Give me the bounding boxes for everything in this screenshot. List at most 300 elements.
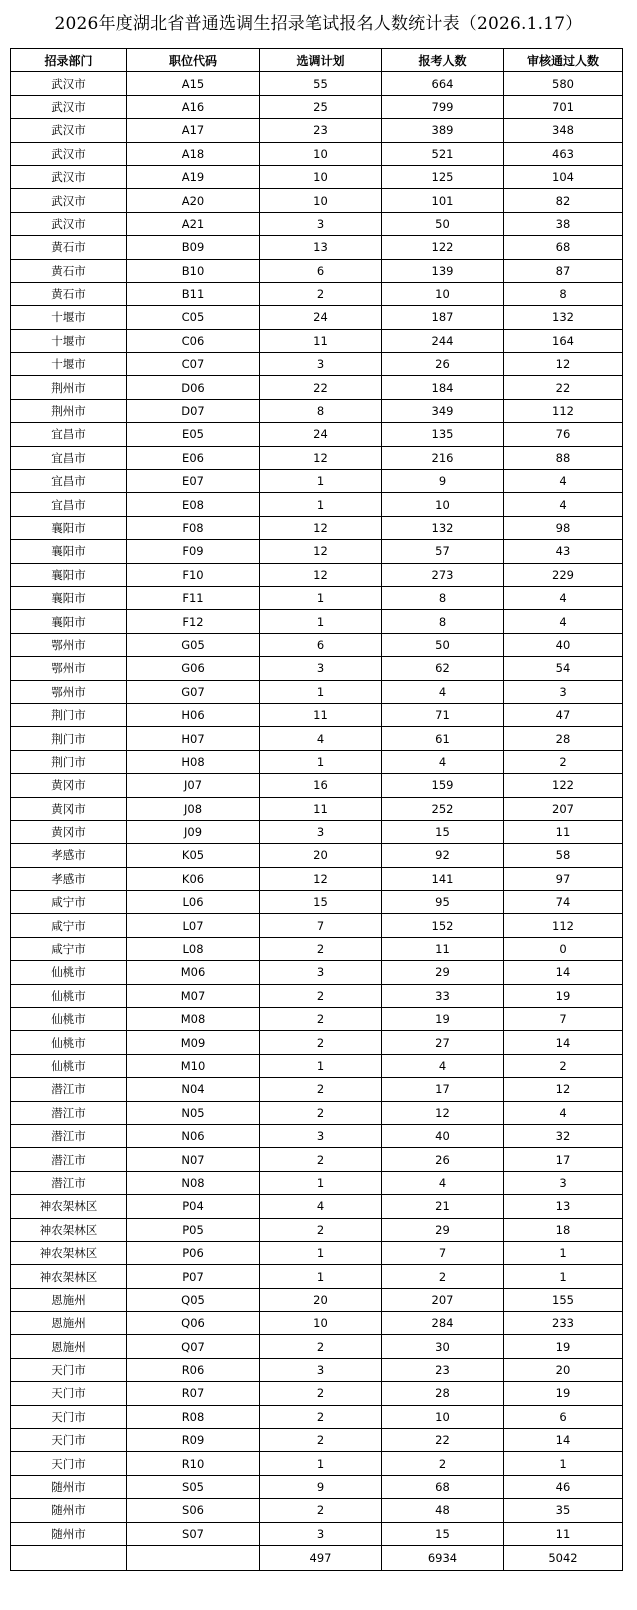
- cell-applicants: 92: [382, 844, 504, 867]
- cell-plan: 25: [260, 95, 382, 118]
- cell-applicants: 29: [382, 1218, 504, 1241]
- cell-approved: 229: [504, 563, 623, 586]
- cell-position-code: Q06: [127, 1312, 260, 1335]
- cell-applicants: 50: [382, 633, 504, 656]
- cell-department: 襄阳市: [11, 610, 127, 633]
- cell-department: 天门市: [11, 1452, 127, 1475]
- cell-plan: 1: [260, 1452, 382, 1475]
- cell-department: 仙桃市: [11, 984, 127, 1007]
- cell-department: 襄阳市: [11, 586, 127, 609]
- cell-plan: 3: [260, 1124, 382, 1147]
- cell-plan: 55: [260, 72, 382, 95]
- table-header-row: [11, 49, 623, 72]
- table-row: [11, 1241, 623, 1264]
- cell-position-code: K06: [127, 867, 260, 890]
- cell-approved: 47: [504, 703, 623, 726]
- table-row: [11, 1078, 623, 1101]
- cell-applicants: 10: [382, 282, 504, 305]
- table-row: [11, 1265, 623, 1288]
- cell-department: 武汉市: [11, 142, 127, 165]
- cell-approved: 348: [504, 119, 623, 142]
- cell-department: 孝感市: [11, 867, 127, 890]
- cell-department: 襄阳市: [11, 563, 127, 586]
- cell-applicants: 27: [382, 1031, 504, 1054]
- cell-department: 荆门市: [11, 750, 127, 773]
- cell-position-code: A18: [127, 142, 260, 165]
- cell-plan: 2: [260, 1101, 382, 1124]
- cell-position-code: F10: [127, 563, 260, 586]
- cell-approved: 3: [504, 680, 623, 703]
- cell-position-code: Q07: [127, 1335, 260, 1358]
- cell-applicants: 125: [382, 165, 504, 188]
- table-row: [11, 376, 623, 399]
- cell-department: 武汉市: [11, 212, 127, 235]
- cell-position-code: R06: [127, 1358, 260, 1381]
- column-header-plan: 选调计划: [260, 49, 382, 72]
- cell-approved: 19: [504, 984, 623, 1007]
- table-row: [11, 1475, 623, 1498]
- cell-applicants: 68: [382, 1475, 504, 1498]
- cell-department: 武汉市: [11, 189, 127, 212]
- cell-applicants: 4: [382, 1171, 504, 1194]
- total-cell-applicants: 6934: [382, 1546, 504, 1571]
- cell-position-code: M09: [127, 1031, 260, 1054]
- cell-approved: 233: [504, 1312, 623, 1335]
- cell-position-code: F11: [127, 586, 260, 609]
- cell-plan: 1: [260, 750, 382, 773]
- cell-approved: 74: [504, 891, 623, 914]
- cell-approved: 40: [504, 633, 623, 656]
- table-row: [11, 914, 623, 937]
- cell-plan: 2: [260, 1078, 382, 1101]
- cell-approved: 76: [504, 423, 623, 446]
- cell-approved: 97: [504, 867, 623, 890]
- cell-plan: 1: [260, 493, 382, 516]
- cell-position-code: M07: [127, 984, 260, 1007]
- cell-approved: 54: [504, 657, 623, 680]
- table-row: [11, 446, 623, 469]
- cell-position-code: K05: [127, 844, 260, 867]
- cell-applicants: 8: [382, 610, 504, 633]
- cell-applicants: 159: [382, 774, 504, 797]
- cell-department: 宜昌市: [11, 493, 127, 516]
- cell-applicants: 152: [382, 914, 504, 937]
- cell-position-code: L08: [127, 937, 260, 960]
- cell-approved: 13: [504, 1195, 623, 1218]
- cell-department: 黄冈市: [11, 774, 127, 797]
- cell-approved: 155: [504, 1288, 623, 1311]
- cell-plan: 24: [260, 306, 382, 329]
- table-row: [11, 961, 623, 984]
- cell-approved: 104: [504, 165, 623, 188]
- cell-approved: 58: [504, 844, 623, 867]
- table-row: [11, 399, 623, 422]
- cell-plan: 10: [260, 142, 382, 165]
- cell-applicants: 4: [382, 680, 504, 703]
- cell-approved: 2: [504, 1054, 623, 1077]
- column-header-department: 招录部门: [11, 49, 127, 72]
- cell-department: 随州市: [11, 1522, 127, 1545]
- cell-applicants: 184: [382, 376, 504, 399]
- cell-position-code: N08: [127, 1171, 260, 1194]
- cell-position-code: S05: [127, 1475, 260, 1498]
- table-row: [11, 1288, 623, 1311]
- cell-department: 恩施州: [11, 1335, 127, 1358]
- total-cell-plan: 497: [260, 1546, 382, 1571]
- cell-department: 荆门市: [11, 727, 127, 750]
- cell-applicants: 22: [382, 1429, 504, 1452]
- cell-applicants: 15: [382, 1522, 504, 1545]
- cell-plan: 3: [260, 820, 382, 843]
- cell-applicants: 4: [382, 1054, 504, 1077]
- cell-position-code: G07: [127, 680, 260, 703]
- cell-position-code: R08: [127, 1405, 260, 1428]
- cell-approved: 3: [504, 1171, 623, 1194]
- cell-applicants: 187: [382, 306, 504, 329]
- cell-department: 黄冈市: [11, 820, 127, 843]
- cell-applicants: 50: [382, 212, 504, 235]
- cell-department: 潜江市: [11, 1078, 127, 1101]
- cell-applicants: 57: [382, 540, 504, 563]
- cell-plan: 22: [260, 376, 382, 399]
- table-row: [11, 610, 623, 633]
- cell-applicants: 521: [382, 142, 504, 165]
- table-row: [11, 236, 623, 259]
- cell-approved: 88: [504, 446, 623, 469]
- cell-department: 十堰市: [11, 306, 127, 329]
- cell-approved: 2: [504, 750, 623, 773]
- cell-plan: 2: [260, 1148, 382, 1171]
- cell-applicants: 122: [382, 236, 504, 259]
- cell-applicants: 207: [382, 1288, 504, 1311]
- cell-approved: 6: [504, 1405, 623, 1428]
- cell-approved: 19: [504, 1335, 623, 1358]
- table-row: [11, 844, 623, 867]
- cell-plan: 10: [260, 165, 382, 188]
- cell-plan: 11: [260, 797, 382, 820]
- cell-position-code: A19: [127, 165, 260, 188]
- cell-approved: 20: [504, 1358, 623, 1381]
- table-row: [11, 1124, 623, 1147]
- cell-plan: 3: [260, 657, 382, 680]
- cell-department: 襄阳市: [11, 540, 127, 563]
- cell-department: 咸宁市: [11, 891, 127, 914]
- cell-applicants: 95: [382, 891, 504, 914]
- cell-applicants: 284: [382, 1312, 504, 1335]
- cell-applicants: 40: [382, 1124, 504, 1147]
- cell-position-code: H07: [127, 727, 260, 750]
- cell-plan: 1: [260, 586, 382, 609]
- table-row: [11, 820, 623, 843]
- column-header-position-code: 职位代码: [127, 49, 260, 72]
- cell-applicants: 26: [382, 353, 504, 376]
- cell-approved: 11: [504, 820, 623, 843]
- cell-applicants: 11: [382, 937, 504, 960]
- cell-approved: 11: [504, 1522, 623, 1545]
- cell-plan: 7: [260, 914, 382, 937]
- document-title: 2026年度湖北省普通选调生招录笔试报名人数统计表（2026.1.17）: [54, 14, 583, 34]
- cell-department: 孝感市: [11, 844, 127, 867]
- cell-plan: 1: [260, 1265, 382, 1288]
- table-row: [11, 1382, 623, 1405]
- cell-approved: 28: [504, 727, 623, 750]
- table-row: [11, 563, 623, 586]
- table-row: [11, 1148, 623, 1171]
- cell-department: 武汉市: [11, 95, 127, 118]
- cell-department: 潜江市: [11, 1124, 127, 1147]
- cell-applicants: 10: [382, 493, 504, 516]
- cell-applicants: 17: [382, 1078, 504, 1101]
- table-row: [11, 891, 623, 914]
- cell-plan: 2: [260, 1499, 382, 1522]
- cell-applicants: 216: [382, 446, 504, 469]
- cell-applicants: 2: [382, 1452, 504, 1475]
- cell-applicants: 19: [382, 1008, 504, 1031]
- cell-plan: 10: [260, 1312, 382, 1335]
- cell-plan: 8: [260, 399, 382, 422]
- cell-department: 恩施州: [11, 1312, 127, 1335]
- table-row: [11, 797, 623, 820]
- cell-plan: 2: [260, 1405, 382, 1428]
- cell-plan: 1: [260, 1241, 382, 1264]
- table-row: [11, 353, 623, 376]
- cell-position-code: P04: [127, 1195, 260, 1218]
- table-row: [11, 750, 623, 773]
- cell-approved: 18: [504, 1218, 623, 1241]
- cell-plan: 12: [260, 563, 382, 586]
- cell-plan: 2: [260, 1031, 382, 1054]
- cell-department: 潜江市: [11, 1101, 127, 1124]
- cell-approved: 7: [504, 1008, 623, 1031]
- table-row: [11, 540, 623, 563]
- cell-position-code: J08: [127, 797, 260, 820]
- table-row: [11, 867, 623, 890]
- cell-approved: 1: [504, 1265, 623, 1288]
- table-row: [11, 1522, 623, 1545]
- cell-position-code: D06: [127, 376, 260, 399]
- cell-plan: 4: [260, 727, 382, 750]
- cell-department: 潜江市: [11, 1148, 127, 1171]
- cell-position-code: B11: [127, 282, 260, 305]
- cell-department: 鄂州市: [11, 633, 127, 656]
- table-row: [11, 470, 623, 493]
- cell-plan: 4: [260, 1195, 382, 1218]
- cell-approved: 4: [504, 493, 623, 516]
- cell-department: 恩施州: [11, 1288, 127, 1311]
- cell-plan: 13: [260, 236, 382, 259]
- cell-applicants: 30: [382, 1335, 504, 1358]
- cell-plan: 9: [260, 1475, 382, 1498]
- cell-applicants: 62: [382, 657, 504, 680]
- cell-position-code: B10: [127, 259, 260, 282]
- cell-position-code: R07: [127, 1382, 260, 1405]
- cell-department: 天门市: [11, 1382, 127, 1405]
- column-header-applicants: 报考人数: [382, 49, 504, 72]
- cell-position-code: N05: [127, 1101, 260, 1124]
- cell-department: 黄石市: [11, 259, 127, 282]
- table-row: [11, 142, 623, 165]
- table-row: [11, 119, 623, 142]
- cell-applicants: 664: [382, 72, 504, 95]
- cell-position-code: F08: [127, 516, 260, 539]
- cell-department: 天门市: [11, 1405, 127, 1428]
- cell-position-code: C07: [127, 353, 260, 376]
- cell-position-code: G06: [127, 657, 260, 680]
- table-row: [11, 189, 623, 212]
- cell-approved: 1: [504, 1452, 623, 1475]
- cell-department: 神农架林区: [11, 1195, 127, 1218]
- cell-department: 神农架林区: [11, 1265, 127, 1288]
- cell-plan: 23: [260, 119, 382, 142]
- cell-applicants: 12: [382, 1101, 504, 1124]
- table-row: [11, 1218, 623, 1241]
- cell-position-code: E05: [127, 423, 260, 446]
- cell-approved: 4: [504, 1101, 623, 1124]
- cell-position-code: C06: [127, 329, 260, 352]
- cell-department: 武汉市: [11, 72, 127, 95]
- cell-position-code: A16: [127, 95, 260, 118]
- cell-department: 神农架林区: [11, 1241, 127, 1264]
- cell-position-code: N06: [127, 1124, 260, 1147]
- cell-applicants: 26: [382, 1148, 504, 1171]
- cell-approved: 14: [504, 1429, 623, 1452]
- cell-position-code: H06: [127, 703, 260, 726]
- cell-position-code: S06: [127, 1499, 260, 1522]
- table-row: [11, 1335, 623, 1358]
- cell-approved: 14: [504, 961, 623, 984]
- cell-applicants: 33: [382, 984, 504, 1007]
- total-cell-approved: 5042: [504, 1546, 623, 1571]
- table-row: [11, 72, 623, 95]
- cell-approved: 4: [504, 586, 623, 609]
- cell-department: 仙桃市: [11, 961, 127, 984]
- cell-plan: 16: [260, 774, 382, 797]
- cell-approved: 164: [504, 329, 623, 352]
- cell-applicants: 135: [382, 423, 504, 446]
- cell-applicants: 349: [382, 399, 504, 422]
- cell-position-code: R09: [127, 1429, 260, 1452]
- cell-department: 随州市: [11, 1475, 127, 1498]
- cell-department: 鄂州市: [11, 657, 127, 680]
- table-row: [11, 984, 623, 1007]
- cell-plan: 3: [260, 353, 382, 376]
- cell-applicants: 28: [382, 1382, 504, 1405]
- cell-applicants: 4: [382, 750, 504, 773]
- cell-position-code: P06: [127, 1241, 260, 1264]
- cell-approved: 32: [504, 1124, 623, 1147]
- cell-position-code: M06: [127, 961, 260, 984]
- cell-approved: 22: [504, 376, 623, 399]
- cell-plan: 12: [260, 540, 382, 563]
- cell-applicants: 389: [382, 119, 504, 142]
- cell-department: 武汉市: [11, 165, 127, 188]
- cell-applicants: 273: [382, 563, 504, 586]
- table-row: [11, 95, 623, 118]
- cell-approved: 12: [504, 353, 623, 376]
- table-row: [11, 937, 623, 960]
- cell-department: 黄石市: [11, 282, 127, 305]
- cell-department: 鄂州市: [11, 680, 127, 703]
- cell-applicants: 15: [382, 820, 504, 843]
- table-row: [11, 493, 623, 516]
- table-row: [11, 633, 623, 656]
- cell-position-code: R10: [127, 1452, 260, 1475]
- cell-department: 襄阳市: [11, 516, 127, 539]
- cell-plan: 3: [260, 1358, 382, 1381]
- cell-applicants: 23: [382, 1358, 504, 1381]
- cell-position-code: Q05: [127, 1288, 260, 1311]
- cell-plan: 2: [260, 1218, 382, 1241]
- cell-plan: 3: [260, 212, 382, 235]
- cell-applicants: 29: [382, 961, 504, 984]
- cell-department: 荆州市: [11, 399, 127, 422]
- cell-department: 宜昌市: [11, 470, 127, 493]
- statistics-table: [10, 48, 623, 1571]
- cell-applicants: 48: [382, 1499, 504, 1522]
- cell-department: 黄石市: [11, 236, 127, 259]
- table-row: [11, 1499, 623, 1522]
- cell-approved: 46: [504, 1475, 623, 1498]
- table-row: [11, 586, 623, 609]
- cell-position-code: J09: [127, 820, 260, 843]
- cell-plan: 1: [260, 470, 382, 493]
- cell-approved: 701: [504, 95, 623, 118]
- cell-plan: 15: [260, 891, 382, 914]
- table-row: [11, 329, 623, 352]
- cell-position-code: P07: [127, 1265, 260, 1288]
- cell-applicants: 139: [382, 259, 504, 282]
- table-row: [11, 212, 623, 235]
- cell-department: 仙桃市: [11, 1054, 127, 1077]
- cell-approved: 207: [504, 797, 623, 820]
- cell-applicants: 9: [382, 470, 504, 493]
- cell-plan: 2: [260, 282, 382, 305]
- cell-department: 神农架林区: [11, 1218, 127, 1241]
- cell-applicants: 252: [382, 797, 504, 820]
- cell-approved: 98: [504, 516, 623, 539]
- cell-approved: 68: [504, 236, 623, 259]
- table-row: [11, 165, 623, 188]
- cell-plan: 1: [260, 1054, 382, 1077]
- cell-position-code: A17: [127, 119, 260, 142]
- cell-position-code: L07: [127, 914, 260, 937]
- cell-position-code: E06: [127, 446, 260, 469]
- table-row: [11, 282, 623, 305]
- cell-position-code: N04: [127, 1078, 260, 1101]
- cell-department: 咸宁市: [11, 914, 127, 937]
- cell-applicants: 10: [382, 1405, 504, 1428]
- cell-applicants: 101: [382, 189, 504, 212]
- cell-department: 荆门市: [11, 703, 127, 726]
- cell-applicants: 71: [382, 703, 504, 726]
- cell-position-code: P05: [127, 1218, 260, 1241]
- cell-position-code: M10: [127, 1054, 260, 1077]
- total-cell-department: [11, 1546, 127, 1571]
- cell-approved: 38: [504, 212, 623, 235]
- table-row: [11, 703, 623, 726]
- table-row: [11, 1031, 623, 1054]
- cell-plan: 3: [260, 961, 382, 984]
- cell-plan: 11: [260, 329, 382, 352]
- cell-approved: 112: [504, 914, 623, 937]
- cell-position-code: M08: [127, 1008, 260, 1031]
- cell-approved: 35: [504, 1499, 623, 1522]
- cell-approved: 87: [504, 259, 623, 282]
- cell-position-code: A21: [127, 212, 260, 235]
- cell-department: 宜昌市: [11, 446, 127, 469]
- cell-plan: 6: [260, 259, 382, 282]
- cell-department: 仙桃市: [11, 1031, 127, 1054]
